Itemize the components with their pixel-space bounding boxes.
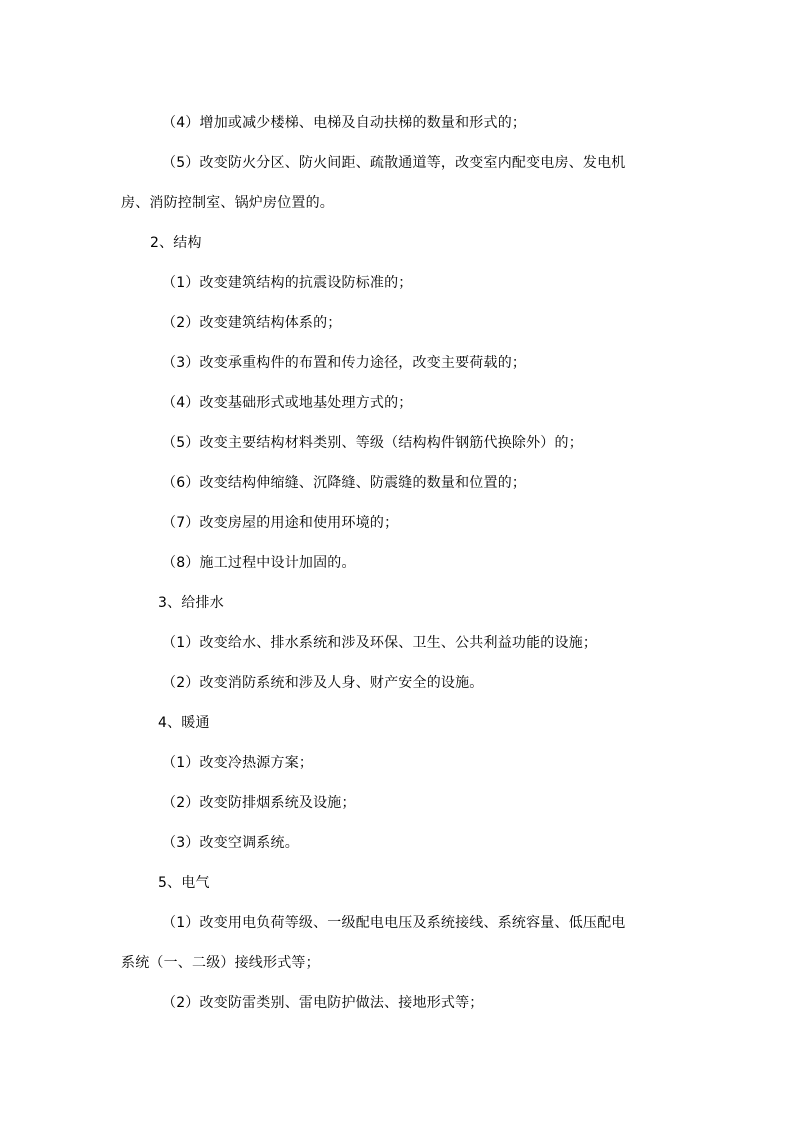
paragraph-electrical-item-2: （2）改变防雷类别、雷电防护做法、接地形式等；	[162, 995, 484, 1011]
paragraph-structure-item-1: （1）改变建筑结构的抗震设防标准的；	[162, 275, 413, 291]
paragraph-structure-item-6: （6）改变结构伸缩缝、沉降缝、防震缝的数量和位置的；	[162, 475, 527, 491]
section-heading-structure: 2、结构	[150, 235, 202, 251]
paragraph-electrical-item-1: （1）改变用电负荷等级、一级配电电压及系统接线、系统容量、低压配电	[162, 915, 626, 931]
paragraph-structure-item-5: （5）改变主要结构材料类别、等级（结构构件钢筋代换除外）的；	[162, 435, 583, 451]
paragraph-water-item-2: （2）改变消防系统和涉及人身、财产安全的设施。	[162, 675, 484, 691]
paragraph-arch-item-5-continued: 房、消防控制室、锅炉房位置的。	[121, 195, 334, 211]
paragraph-water-item-1: （1）改变给水、排水系统和涉及环保、卫生、公共利益功能的设施；	[162, 635, 598, 651]
paragraph-arch-item-5: （5）改变防火分区、防火间距、疏散通道等，改变室内配变电房、发电机	[162, 155, 626, 171]
paragraph-hvac-item-3: （3）改变空调系统。	[162, 835, 299, 851]
section-heading-electrical: 5、电气	[158, 875, 210, 891]
paragraph-structure-item-4: （4）改变基础形式或地基处理方式的；	[162, 395, 413, 411]
section-heading-water: 3、给排水	[158, 595, 224, 611]
paragraph-arch-item-4: （4）增加或减少楼梯、电梯及自动扶梯的数量和形式的；	[162, 115, 527, 131]
paragraph-structure-item-3: （3）改变承重构件的布置和传力途径，改变主要荷载的；	[162, 355, 527, 371]
paragraph-hvac-item-2: （2）改变防排烟系统及设施；	[162, 795, 356, 811]
paragraph-structure-item-7: （7）改变房屋的用途和使用环境的；	[162, 515, 399, 531]
paragraph-structure-item-8: （8）施工过程中设计加固的。	[162, 555, 356, 571]
paragraph-hvac-item-1: （1）改变冷热源方案；	[162, 755, 314, 771]
paragraph-electrical-item-1-continued: 系统（一、二级）接线形式等；	[121, 955, 320, 971]
section-heading-hvac: 4、暖通	[158, 715, 210, 731]
paragraph-structure-item-2: （2）改变建筑结构体系的；	[162, 315, 342, 331]
